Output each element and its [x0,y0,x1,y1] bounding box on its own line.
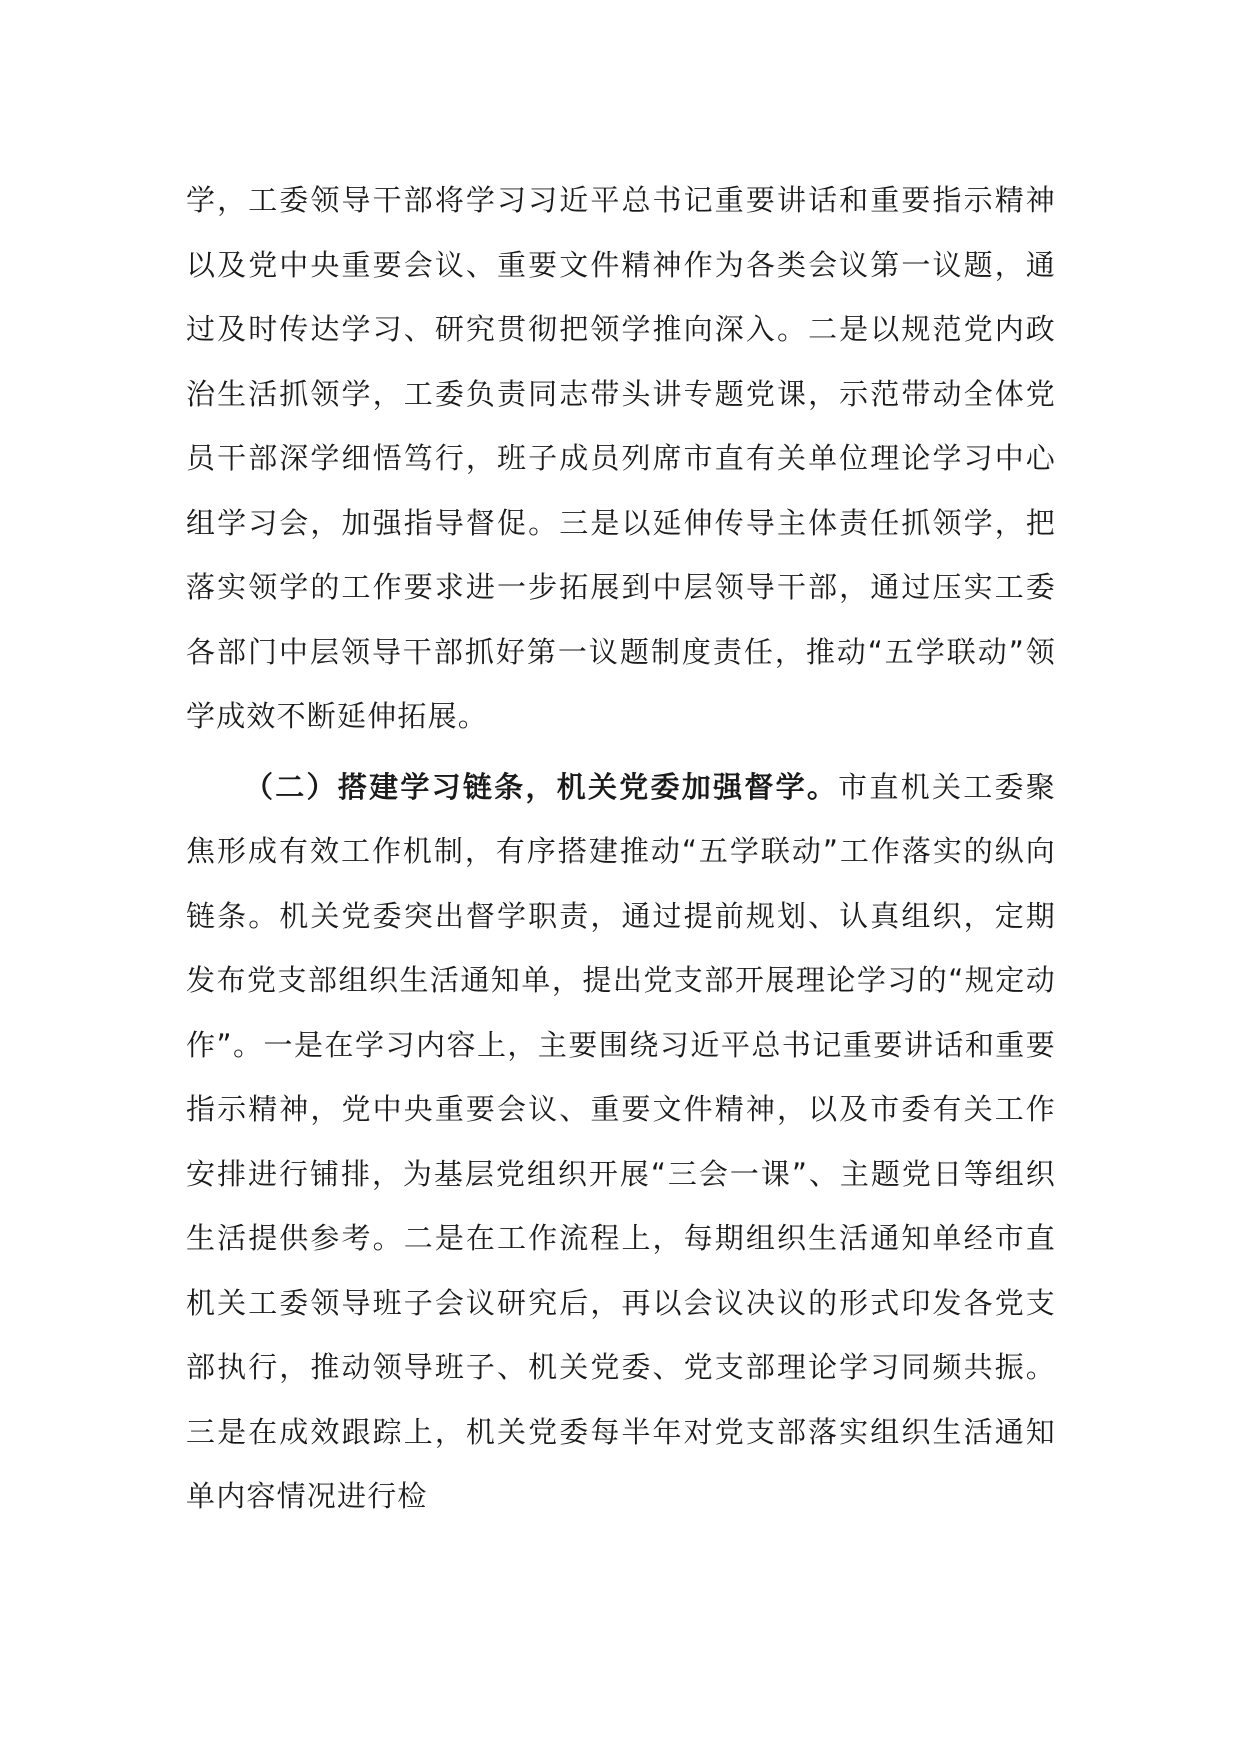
paragraph-continued [186,168,1056,749]
paragraph-text: 学，工委领导干部将学习习近平总书记重要讲话和重要指示精神以及党中央重要会议、重要文件精神作为各类会议第一议题，通过及时传达学习、研究贯彻把领学推向深入。二是以规范党内政治生活抓领学，工委负责同志带头讲专题党课，示范带动全体党员干部深学细悟笃行，班子成员列席市直有关单位理论学习中心组学习会，加强指导督促。三是以延伸传导主体责任抓领学，把落实领学的工作要求进一步拓展到中层领导干部，通过压实工委各部门中层领导干部抓好第一议题制度责任，推动“五学联动”领学成效不断延伸拓展。 [186,183,1056,733]
section-heading: （二）搭建学习链条，机关党委加强督学。 [244,769,839,804]
paragraph-section-two [186,755,1056,1529]
document-body [186,168,1056,1529]
paragraph-text: 市直机关工委聚焦形成有效工作机制，有序搭建推动“五学联动”工作落实的纵向链条。机关党委突出督学职责，通过提前规划、认真组织，定期发布党支部组织生活通知单，提出党支部开展理论学习的“规定动作”。一是在学习内容上，主要围绕习近平总书记重要讲话和重要指示精神，党中央重要会议、重要文件精神，以及市委有关工作安排进行铺排，为基层党组织开展“三会一课”、主题党日等组织生活提供参考。二是在工作流程上，每期组织生活通知单经市直机关工委领导班子会议研究后，再以会议决议的形式印发各党支部执行，推动领导班子、机关党委、党支部理论学习同频共振。三是在成效跟踪上，机关党委每半年对党支部落实组织生活通知单内容情况进行检 [186,769,1056,1513]
